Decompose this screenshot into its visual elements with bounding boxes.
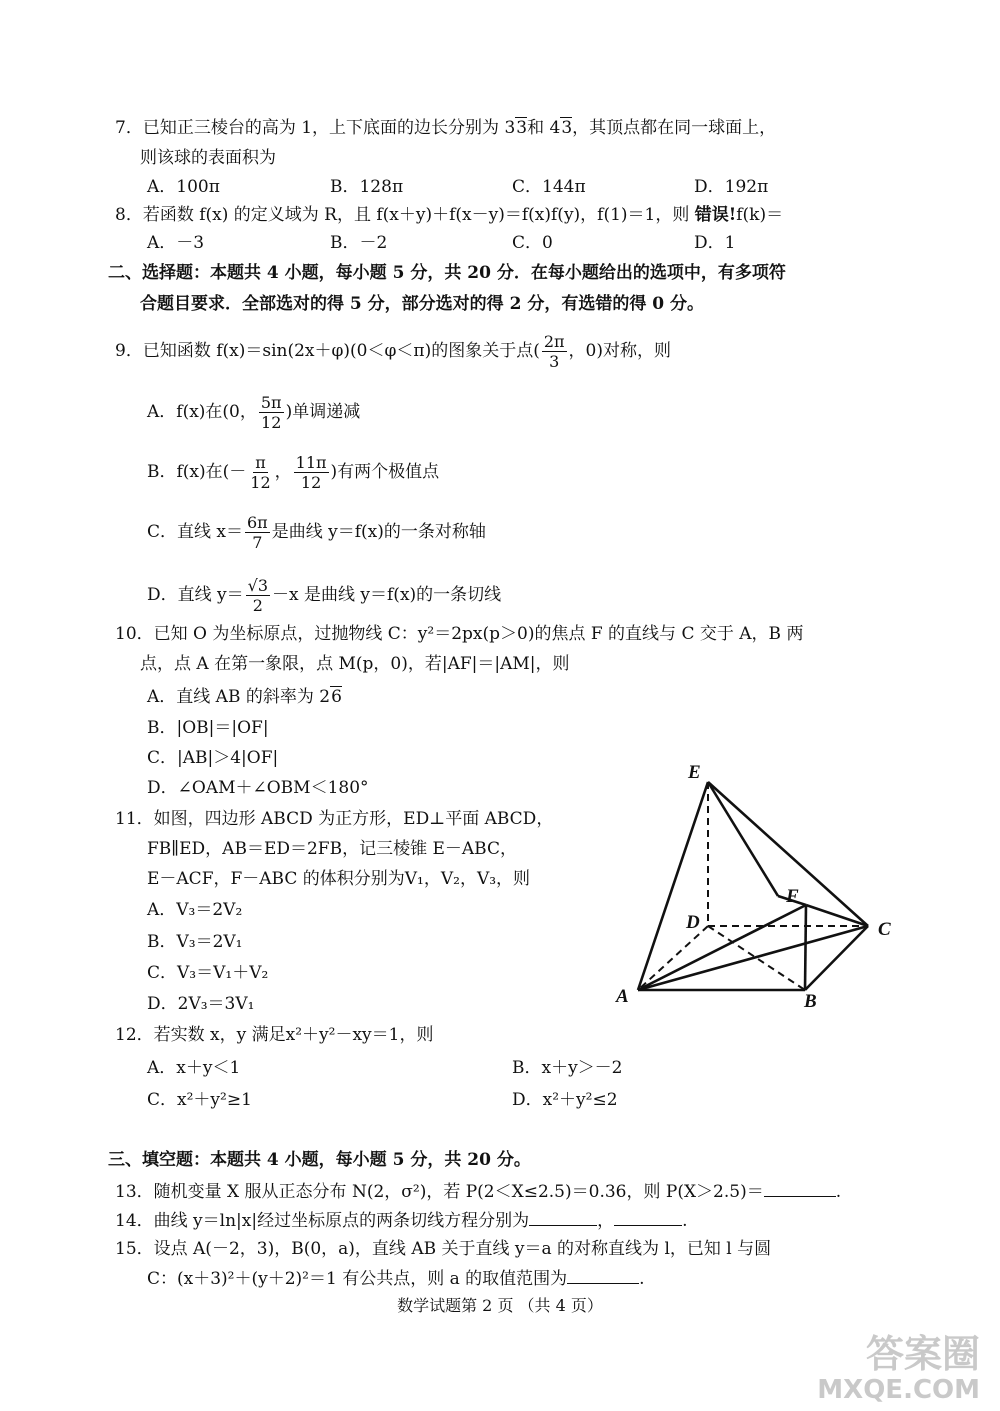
q7-line2: 则该球的表面积为 (140, 148, 276, 168)
label-f: F (786, 886, 799, 907)
sqrt-6: 6 (331, 687, 342, 707)
q10-option-c: C．|AB|＞4|OF| (147, 748, 279, 768)
q11-option-d: D．2V₃＝3V₁ (147, 994, 255, 1014)
q14-answer-blank-2[interactable] (614, 1209, 682, 1226)
fraction-numerator: 2π (543, 332, 565, 351)
fraction-denominator: 12 (300, 473, 322, 492)
q9-a-text: A．f(x)在(0， (147, 402, 257, 422)
q11-line2: FB∥ED，AB＝ED＝2FB，记三棱锥 E－ABC， (147, 839, 517, 859)
q10-line2: 点，点 A 在第一象限，点 M(p，0)，若|AF|＝|AM|，则 (140, 654, 570, 674)
q12-option-b: B．x＋y＞－2 (512, 1058, 623, 1078)
q8-option-d: D．1 (694, 233, 736, 253)
fraction-pi-12 (248, 453, 272, 492)
q8-text: 8．若函数 f(x) 的定义域为 R，且 f(x＋y)＋f(x－y)＝f(x)f(y)，f(1)＝1，则 (115, 205, 690, 225)
edge-fb (805, 905, 806, 990)
q11-option-b: B．V₃＝2V₁ (147, 932, 243, 952)
label-d: D (686, 912, 700, 933)
q15-answer-blank[interactable] (567, 1267, 639, 1284)
q9-stem-text: 9．已知函数 f(x)＝sin(2x＋φ)(0＜φ＜π)的图象关于点( (115, 341, 540, 361)
label-a: A (616, 986, 629, 1007)
q7-option-b: B．128π (330, 177, 404, 197)
q14-answer-blank-1[interactable] (529, 1209, 597, 1226)
q10-option-a (147, 686, 342, 708)
q7-line1 (115, 117, 776, 139)
q10-line1: 10．已知 O 为坐标原点，过抛物线 C：y²＝2px(p＞0)的焦点 F 的直线与 C 交于 A，B 两 (115, 624, 804, 644)
q9-b-end: )有两个极值点 (330, 462, 440, 482)
q9-c-end: 是曲线 y＝f(x)的一条对称轴 (271, 522, 486, 542)
sqrt-3-b: 3 (561, 118, 573, 138)
pyramid-figure (600, 760, 910, 1020)
q9-option-b (147, 453, 439, 492)
q13-line (115, 1180, 841, 1203)
watermark-line1: 答案圈 (865, 1332, 980, 1376)
fraction-numerator: π (255, 453, 266, 472)
edge-fc (806, 905, 868, 926)
sqrt-3-a: 3 (516, 118, 528, 138)
q14-end: . (682, 1211, 688, 1231)
section2-heading-line1: 二、选择题：本题共 4 小题，每小题 5 分，共 20 分．在每小题给出的选项中，有多项符 (108, 263, 786, 283)
watermark-line2: MXQE.COM (817, 1375, 980, 1405)
label-e: E (688, 762, 701, 783)
q11-line1: 11．如图，四边形 ABCD 为正方形，ED⊥平面 ABCD， (115, 809, 554, 829)
q8-text-end: f(k)＝ (736, 205, 784, 225)
q10-a-text: A．直线 AB 的斜率为 2 (147, 687, 331, 707)
fraction-5pi-12 (259, 393, 284, 432)
q15-line1: 15．设点 A(－2，3)，B(0，a)，直线 AB 关于直线 y＝a 的对称直线为 l，已知 l 与圆 (115, 1239, 772, 1259)
q10-option-d: D．∠OAM＋∠OBM＜180° (147, 778, 369, 798)
q9-stem (115, 332, 671, 371)
fraction-numerator: 11π (295, 453, 327, 472)
q8-option-c: C．0 (512, 233, 553, 253)
fraction-numerator: √3 (247, 576, 269, 595)
section3-heading: 三、填空题：本题共 4 小题，每小题 5 分，共 20 分。 (108, 1150, 531, 1170)
label-b: B (804, 991, 817, 1012)
q9-d-end: －x 是曲线 y＝f(x)的一条切线 (272, 585, 502, 605)
q11-line3: E－ACF，F－ABC 的体积分别为V₁，V₂，V₃，则 (147, 869, 531, 889)
fraction-denominator: 7 (252, 533, 263, 552)
fraction-denominator: 12 (250, 473, 271, 492)
q9-b-text: B．f(x)在(－ (147, 462, 247, 482)
q11-option-a: A．V₃＝2V₂ (147, 900, 243, 920)
q7-text-c: ，其顶点都在同一球面上， (572, 118, 777, 138)
q15-end: . (639, 1269, 645, 1289)
q14-sep: ， (597, 1211, 615, 1231)
fraction-numerator: 6π (247, 513, 268, 532)
edge-ac (638, 926, 868, 990)
q9-stem-end: ，0)对称，则 (568, 341, 671, 361)
q10-option-b: B．|OB|＝|OF| (147, 718, 269, 738)
q7-option-d: D．192π (694, 177, 769, 197)
q15-text: C：(x＋3)²＋(y＋2)²＝1 有公共点，则 a 的取值范围为 (147, 1269, 568, 1289)
fraction-numerator: 5π (260, 393, 282, 412)
fraction-denominator: 2 (252, 596, 263, 615)
q8-option-b: B．－2 (330, 233, 388, 253)
fraction-2pi-3 (542, 332, 567, 371)
q9-option-d (147, 576, 501, 615)
watermark (817, 1333, 980, 1405)
q7-option-c: C．144π (512, 177, 586, 197)
edge-ef (708, 782, 778, 896)
q9-a-end: )单调递减 (285, 402, 361, 422)
section2-heading-line2: 合题目要求．全部选对的得 5 分，部分选对的得 2 分，有选错的得 0 分。 (140, 294, 704, 314)
q12-line: 12．若实数 x，y 满足x²＋y²－xy＝1，则 (115, 1025, 434, 1045)
q7-text-a: 7．已知正三棱台的高为 1，上下底面的边长分别为 3 (115, 118, 516, 138)
fraction-11pi-12 (294, 453, 329, 492)
q9-b-comma: ， (274, 462, 292, 482)
q9-option-c (147, 513, 486, 552)
q13-text: 13．随机变量 X 服从正态分布 N(2，σ²)，若 P(2＜X≤2.5)＝0.36，则 P(X＞2.5)＝ (115, 1182, 764, 1202)
fraction-denominator: 3 (549, 352, 560, 371)
q13-end: . (835, 1182, 842, 1202)
q12-option-c: C．x²＋y²≥1 (147, 1090, 252, 1110)
q15-line2 (147, 1267, 645, 1290)
page-footer: 数学试题第 2 页 （共 4 页） (397, 1296, 603, 1315)
fraction-denominator: 12 (261, 413, 282, 432)
q7-text-b: 和 4 (527, 118, 561, 138)
q8-error-text: 错误! (694, 205, 737, 225)
q12-option-d: D．x²＋y²≤2 (512, 1090, 618, 1110)
label-c: C (878, 919, 891, 940)
q11-option-c: C．V₃＝V₁＋V₂ (147, 963, 269, 983)
q8-line (115, 204, 783, 226)
fraction-sqrt3-2 (246, 576, 270, 615)
q9-c-text: C．直线 x＝ (147, 522, 243, 542)
q14-text: 14．曲线 y＝ln|x|经过坐标原点的两条切线方程分别为 (115, 1211, 530, 1231)
q13-answer-blank[interactable] (764, 1180, 836, 1197)
q9-d-text: D．直线 y＝ (147, 585, 244, 605)
q8-option-a: A．－3 (147, 233, 205, 253)
q9-option-a (147, 393, 360, 432)
fraction-6pi-7 (245, 513, 270, 552)
q7-option-a: A．100π (147, 177, 220, 197)
q14-line (115, 1209, 687, 1232)
q12-option-a: A．x＋y＜1 (147, 1058, 241, 1078)
